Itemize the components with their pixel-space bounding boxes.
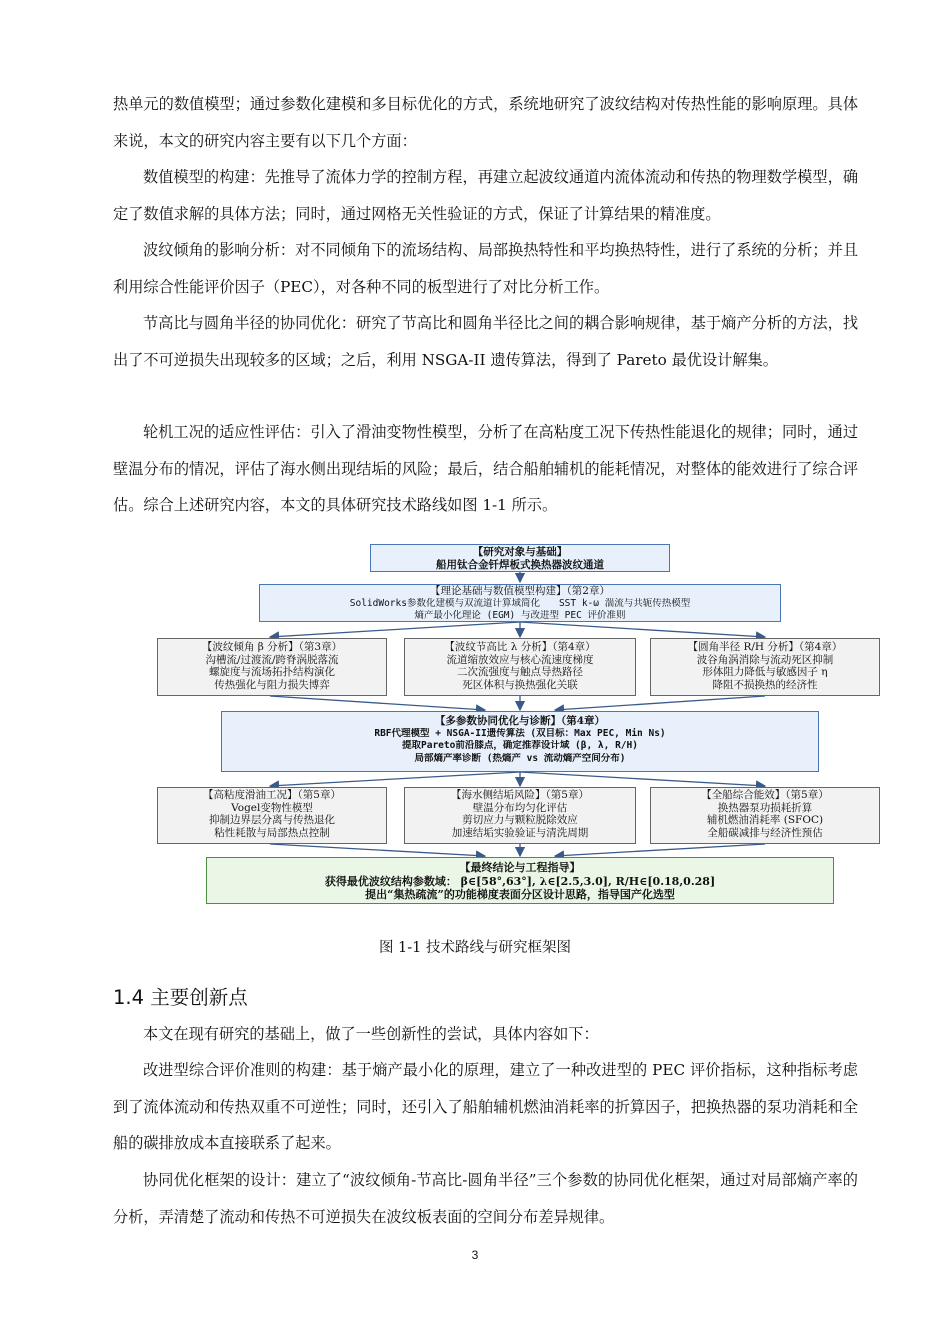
- box-high-viscosity-oil: [157, 787, 387, 844]
- box-ship-energy-title: 【全船综合能效】（第5章）: [701, 789, 829, 801]
- box-optimization-line-1: RBF代理模型 + NSGA-II遗传算法 (双目标：Max PEC, Min Ns): [374, 727, 666, 739]
- figure-caption: 图 1-1 技术路线与研究框架图: [378, 940, 572, 956]
- box-theory-model-line-1: SolidWorks参数化建模与双流道计算域简化 SST k-ω 湍流与共轭传热模型: [349, 597, 691, 609]
- box-theory-model-title: 【理论基础与数值模型构建】（第2章）: [430, 585, 610, 597]
- box-corrugation-angle-line-3: 传热强化与阻力损失博弈: [214, 678, 330, 691]
- box-seawater-fouling-title: 【海水侧结垢风险】（第5章）: [451, 789, 589, 801]
- technical-roadmap-flowchart: [155, 540, 865, 910]
- box-corrugation-angle-title: 【波纹倾角 β 分析】（第3章）: [201, 641, 343, 653]
- box-pitch-ratio: [404, 638, 636, 696]
- paragraph-innovation-pec: 改进型综合评价准则的构建：基于熵产最小化的原理，建立了一种改进型的 PEC 评价指标，这种指标考虑到了流体流动和传热双重不可逆性；同时，还引入了船舶辅机燃油消耗率的折算因子，把换热器的泵功消耗和全船的碳排放成本直接联系了起来。: [113, 1061, 858, 1153]
- box-fillet-radius-line-1: 波谷角涡消除与流动死区抑制: [696, 653, 834, 666]
- paragraph-numerical-model: 数值模型的构建：先推导了流体力学的控制方程，再建立起波纹通道内流体流动和传热的物理数学模型，确定了数值求解的具体方法；同时，通过网格无关性验证的方式，保证了计算结果的精准度。: [113, 168, 858, 223]
- box-high-viscosity-oil-line-2: 抑制边界层分离与传热退化: [209, 814, 335, 827]
- box-optimization-line-3: 局部熵产率诊断 (热熵产 vs 流动熵产空间分布): [414, 752, 626, 764]
- paragraph-adaptability: 轮机工况的适应性评估：引入了滑油变物性模型，分析了在高粘度工况下传热性能退化的规律；同时，通过壁温分布的情况，评估了海水侧出现结垢的风险；最后，结合船舶辅机的能耗情况，对整体的能效进行了综合评估。综合上述研究内容，本文的具体研究技术路线如图 1-1 所示。: [113, 423, 858, 515]
- box-pitch-ratio-line-3: 死区体积与换热强化关联: [462, 678, 578, 691]
- box-fillet-radius: [650, 638, 880, 696]
- box-optimization-title: 【多参数协同优化与诊断】（第4章）: [434, 715, 606, 727]
- box-ship-energy-efficiency: [650, 787, 880, 844]
- box-seawater-fouling-line-2: 剪切应力与颗粒脱除效应: [462, 814, 578, 827]
- box-fillet-radius-title: 【圆角半径 R/H 分析】（第4章）: [687, 641, 843, 653]
- box-high-viscosity-oil-line-3: 粘性耗散与局部热点控制: [214, 826, 330, 839]
- box-final-conclusion: [206, 857, 834, 904]
- paragraph-continuation: 热单元的数值模型；通过参数化建模和多目标优化的方式，系统地研究了波纹结构对传热性能的影响原理。具体来说，本文的研究内容主要有以下几个方面：: [113, 95, 858, 150]
- paragraph-innovation-framework: 协同优化框架的设计：建立了“波纹倾角-节高比-圆角半径”三个参数的协同优化框架，通过对局部熵产率的分析，弄清楚了流动和传热不可逆损失在波纹板表面的空间分布差异规律。: [113, 1171, 858, 1226]
- section-heading: 1.4 主要创新点: [113, 986, 248, 1009]
- box-corrugation-angle: [157, 638, 387, 696]
- box-high-viscosity-oil-title: 【高粘度滑油工况】（第5章）: [203, 789, 341, 801]
- box-corrugation-angle-line-1: 沟槽流/过渡流/跨脊涡脱落流: [205, 653, 339, 666]
- box-pitch-ratio-line-1: 流道缩放效应与核心流速度梯度: [446, 653, 594, 666]
- box-final-conclusion-line-2: 提出“集热疏流”的功能梯度表面分区设计思路，指导国产化选型: [365, 888, 675, 901]
- box-theory-model-line-2: 熵产最小化理论 (EGM) 与改进型 PEC 评价准则: [414, 610, 626, 622]
- box-research-object-line: 船用钛合金钎焊板式换热器波纹通道: [436, 558, 604, 571]
- box-research-object-title: 【研究对象与基础】: [472, 546, 568, 558]
- box-ship-energy-line-1: 换热器泵功损耗折算: [717, 801, 813, 814]
- box-final-conclusion-line-1: 获得最优波纹结构参数域： β∈[58°,63°], λ∈[2.5,3.0], R/H∈[0.18,0.28]: [324, 874, 716, 888]
- box-corrugation-angle-line-2: 螺旋度与流场拓扑结构演化: [209, 666, 335, 679]
- box-multi-parameter-optimization: [221, 711, 819, 772]
- box-optimization-line-2: 提取Pareto前沿膝点，确定推荐设计域 (β, λ, R/H): [402, 740, 638, 752]
- box-research-object: [370, 544, 670, 572]
- box-fillet-radius-line-2: 形体阻力降低与敏感因子 η: [702, 666, 828, 679]
- page-number: 3: [471, 1248, 479, 1262]
- paragraph-co-optimization: 节高比与圆角半径的协同优化：研究了节高比和圆角半径比之间的耦合影响规律，基于熵产分析的方法，找出了不可逆损失出现较多的区域；之后，利用 NSGA-II 遗传算法，得到了 Pareto 最优设计解集。: [113, 314, 858, 369]
- box-fillet-radius-line-3: 降阻不损换热的经济性: [712, 678, 818, 691]
- box-theory-model: [259, 584, 781, 622]
- box-pitch-ratio-title: 【波纹节高比 λ 分析】（第4章）: [444, 641, 596, 653]
- box-final-conclusion-title: 【最终结论与工程指导】: [459, 861, 581, 874]
- box-seawater-fouling-line-3: 加速结垢实验验证与清洗周期: [451, 826, 589, 839]
- paragraph-innovation-intro: 本文在现有研究的基础上，做了一些创新性的尝试，具体内容如下：: [143, 1025, 599, 1043]
- box-ship-energy-line-3: 全船碳减排与经济性预估: [707, 826, 823, 839]
- box-high-viscosity-oil-line-1: Vogel变物性模型: [231, 801, 313, 814]
- box-seawater-fouling-line-1: 壁温分布均匀化评估: [472, 801, 568, 814]
- box-pitch-ratio-line-2: 二次流强度与触点导热路径: [457, 666, 583, 679]
- box-ship-energy-line-2: 辅机燃油消耗率 (SFOC): [706, 814, 824, 827]
- paragraph-angle-analysis: 波纹倾角的影响分析：对不同倾角下的流场结构、局部换热特性和平均换热特性，进行了系统的分析；并且利用综合性能评价因子（PEC），对各种不同的板型进行了对比分析工作。: [113, 241, 858, 296]
- box-seawater-fouling: [404, 787, 636, 844]
